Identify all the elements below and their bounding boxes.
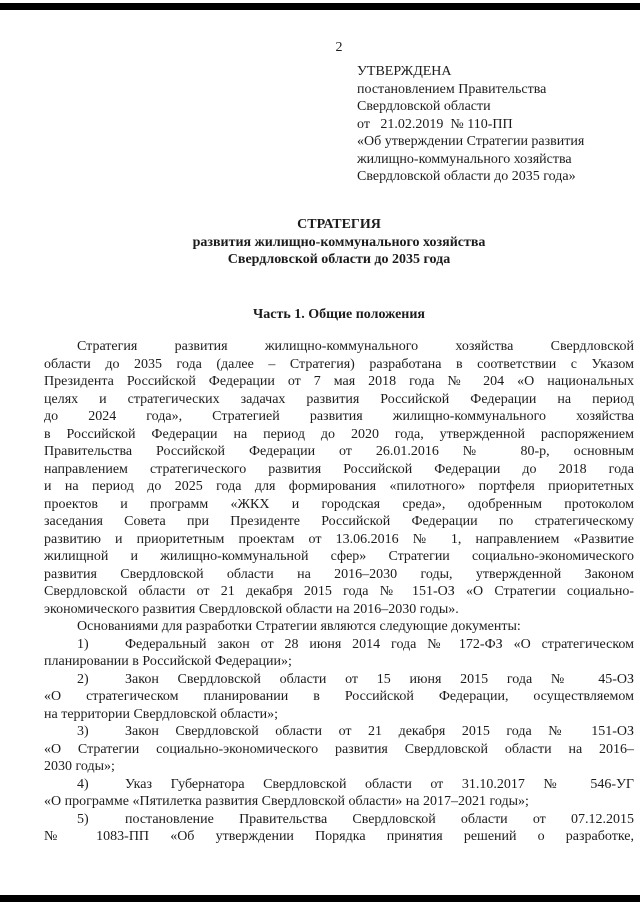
list-item-number: 3)	[77, 724, 89, 739]
paragraph-line: заседания Совета при Президенте Российской Федерации по стратегическому	[44, 514, 634, 529]
scan-artifact-bar-bottom	[0, 895, 640, 902]
list-item-line: 2) Закон Свердловской области от 15 июня 2015 года № 45-ОЗ	[77, 671, 634, 687]
approval-line: Свердловской области	[357, 99, 491, 114]
paragraph-line: Стратегия развития жилищно-коммунального хозяйства Свердловской	[77, 339, 634, 354]
list-item-line: 4) Указ Губернатора Свердловской области от 31.10.2017 № 546-УГ	[77, 776, 634, 792]
approval-line: «Об утверждении Стратегии развития	[357, 134, 585, 149]
paragraph-line: Основаниями для разработки Стратегии являются следующие документы:	[77, 619, 521, 634]
paragraph-line: развитию и приоритетным проектам от 13.06.2016 № 1, направлением «Развитие	[44, 531, 634, 547]
list-item-number: 4)	[77, 776, 89, 792]
paragraph-line: проектов и программ «ЖКХ и городская среда», одобренным протоколом	[44, 496, 634, 512]
approval-line: жилищно-коммунального хозяйства	[357, 151, 572, 167]
list-item-number: 2)	[77, 671, 89, 687]
list-item-line: «О стратегическом планировании в Российской Федерации, осуществляемом	[44, 689, 634, 704]
list-item-line: планировании в Российской Федерации»;	[44, 654, 292, 669]
paragraph-line: до 2024 года», Стратегией развития жилищно-коммунального хозяйства	[44, 409, 634, 424]
paragraph-line: Президента Российской Федерации от 7 мая 2018 года № 204 «О национальных	[44, 374, 634, 389]
document-title	[44, 216, 634, 269]
list-item-line: 3) Закон Свердловской области от 21 декабря 2015 года № 151-ОЗ	[77, 724, 634, 739]
paragraph-line: направлением стратегического развития Российской Федерации до 2018 года	[44, 461, 634, 477]
approval-block	[357, 63, 584, 186]
paragraph-line: целях и стратегических задачах развития Российской Федерации на период	[44, 391, 634, 407]
paragraph-line: жилищной и жилищно-коммунальной сфер» Стратегии социально-экономического	[44, 549, 634, 564]
list-item-line: на территории Свердловской области»;	[44, 706, 278, 722]
approval-line: Свердловской области до 2035 года»	[357, 169, 576, 184]
list-item-line: 1) Федеральный закон от 28 июня 2014 года № 172-ФЗ «О стратегическом	[77, 636, 634, 652]
approval-line: УТВЕРЖДЕНА	[357, 64, 452, 79]
paragraph-line: Свердловской области от 21 декабря 2015 года № 151-ОЗ «О Стратегии социально-	[44, 584, 634, 599]
scan-artifact-bar-top	[0, 3, 640, 10]
section-heading: Часть 1. Общие положения	[252, 307, 426, 322]
list-item-line: 2030 годы»;	[44, 759, 115, 774]
list-item-number: 5)	[77, 811, 89, 827]
paragraph-line: в Российской Федерации на период до 2020 года, утвержденной распоряжением	[44, 426, 634, 442]
paragraph-line: области до 2035 года (далее – Стратегия) разработана в соответствии с Указом	[44, 356, 634, 372]
document-title-line: Свердловской области до 2035 года	[227, 252, 451, 267]
approval-line: от 21.02.2019 № 110-ПП	[357, 116, 513, 132]
paragraph-line: развития Свердловской области на 2016–2030 годы, утвержденной Законом	[44, 566, 634, 582]
list-item-line: 5) постановление Правительства Свердловской области от 07.12.2015	[77, 811, 634, 827]
list-item-line: «О Стратегии социально-экономического развития Свердловской области на 2016–	[44, 741, 634, 757]
document-title-line: развития жилищно-коммунального хозяйства	[192, 234, 486, 250]
list-item-line: «О программе «Пятилетка развития Свердловской области» на 2017–2021 годы»;	[44, 794, 529, 809]
list-item-number: 1)	[77, 636, 89, 652]
document-title-line: СТРАТЕГИЯ	[297, 217, 381, 232]
page-number: 2	[335, 40, 343, 55]
approval-line: постановлением Правительства	[357, 81, 547, 97]
paragraph-line: Правительства Российской Федерации от 26.01.2016 № 80-р, основным	[44, 444, 634, 459]
paragraph-line: и на период до 2025 года для формирования «пилотного» портфеля приоритетных	[44, 479, 634, 494]
body-text	[44, 338, 634, 846]
paragraph-line: экономического развития Свердловской области на 2016–2030 годы».	[44, 601, 459, 617]
list-item-line: № 1083-ПП «Об утверждении Порядка принятия решений о разработке,	[44, 829, 634, 844]
